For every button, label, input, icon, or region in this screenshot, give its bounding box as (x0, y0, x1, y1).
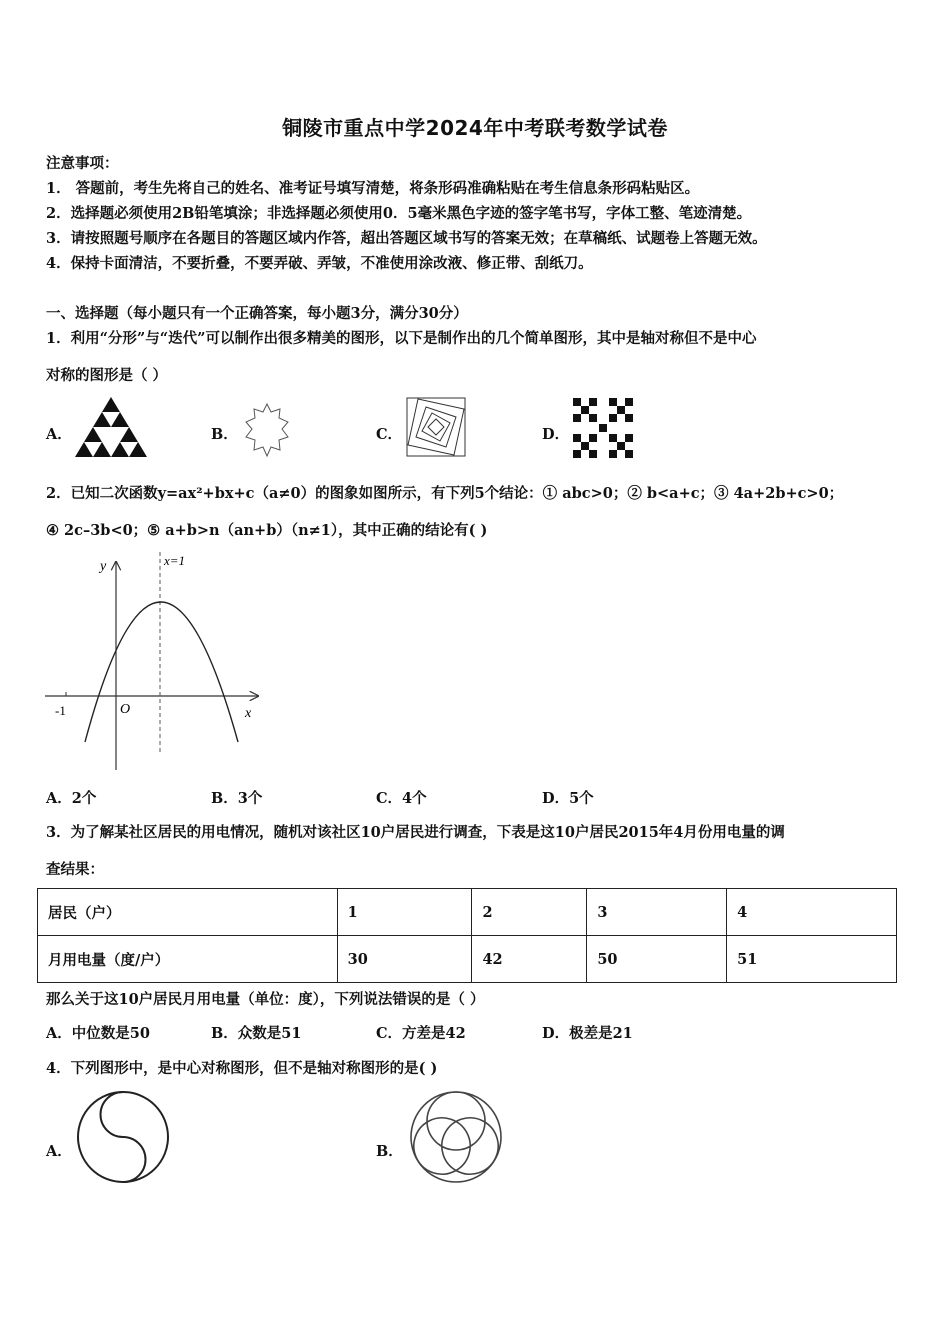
table-cell: 51 (727, 936, 897, 983)
table-cell: 4 (727, 889, 897, 936)
sierpinski-triangle-figure (74, 396, 148, 458)
nested-squares-figure (406, 397, 466, 457)
table-cell: 3 (587, 889, 727, 936)
y-axis-label: y (100, 559, 107, 574)
q2-option-c: C．4个 (376, 790, 427, 807)
q4-option-a: A． (46, 1143, 72, 1160)
question-2-text: 2．已知二次函数y=ax²+bx+c（a≠0）的图象如图所示，有下列5个结论：① abc>0；② b<a+c；③ 4a+2b+c>0； (46, 485, 844, 502)
symmetry-label: x=1 (164, 553, 186, 568)
parabola-graph (40, 550, 270, 775)
q1-option-c: C． (376, 426, 403, 443)
question-1-text: 对称的图形是（ ） (46, 367, 168, 384)
parabola-curve (85, 602, 238, 742)
yin-yang-circle-figure (74, 1088, 172, 1186)
notice-item: 4．保持卡面清洁，不要折叠，不要弄破、弄皱，不准使用涂改液、修正带、刮纸刀。 (46, 255, 593, 272)
notice-item: 1． 答题前，考生先将自己的姓名、准考证号填写清楚，将条形码准确粘贴在考生信息条形码粘贴区。 (46, 180, 700, 197)
notice-heading: 注意事项： (46, 155, 119, 172)
x-axis-label: x (245, 706, 252, 721)
origin-label: O (120, 702, 131, 717)
table-row (38, 889, 897, 936)
q1-option-d: D． (542, 426, 570, 443)
question-3-prompt: 那么关于这10户居民月用电量（单位：度），下列说法错误的是（ ） (46, 991, 485, 1008)
q3-option-b: B．众数是51 (211, 1025, 302, 1042)
table-row (38, 936, 897, 983)
table-cell: 居民（户） (38, 889, 338, 936)
q3-option-d: D．极差是21 (542, 1025, 633, 1042)
q2-option-b: B．3个 (211, 790, 263, 807)
checker-x-figure (573, 398, 633, 458)
question-1-text: 1．利用“分形”与“迭代”可以制作出很多精美的图形，以下是制作出的几个简单图形，其中是轴对称但不是中心 (46, 330, 757, 347)
question-3-text: 3．为了解某社区居民的用电情况，随机对该社区10户居民进行调查，下表是这10户居民2015年4月份用电量的调 (46, 824, 785, 841)
koch-snowflake-figure (240, 402, 294, 458)
q3-option-a: A．中位数是50 (46, 1025, 150, 1042)
table-cell: 50 (587, 936, 727, 983)
three-arcs-circle-figure (406, 1087, 506, 1187)
question-4-text: 4．下列图形中，是中心对称图形，但不是轴对称图形的是( ) (46, 1060, 438, 1077)
q2-option-d: D．5个 (542, 790, 594, 807)
tick-label: -1 (55, 703, 66, 718)
question-2-text: ④ 2c–3b<0；⑤ a+b>n（an+b）（n≠1），其中正确的结论有( ) (46, 522, 488, 539)
q4-option-b: B． (376, 1143, 403, 1160)
table-cell: 30 (337, 936, 472, 983)
table-cell: 月用电量（度/户） (38, 936, 338, 983)
electricity-table (37, 888, 897, 983)
q1-option-b: B． (211, 426, 238, 443)
q1-option-a: A． (46, 426, 72, 443)
table-cell: 1 (337, 889, 472, 936)
q2-option-a: A．2个 (46, 790, 97, 807)
table-cell: 42 (472, 936, 587, 983)
question-3-text: 查结果： (46, 861, 104, 878)
notice-item: 3．请按照题号顺序在各题目的答题区域内作答，超出答题区域书写的答案无效；在草稿纸、试题卷上答题无效。 (46, 230, 767, 247)
section-heading: 一、选择题（每小题只有一个正确答案，每小题3分，满分30分） (46, 305, 468, 322)
table-cell: 2 (472, 889, 587, 936)
notice-item: 2．选择题必须使用2B铅笔填涂；非选择题必须使用0．5毫米黑色字迹的签字笔书写，字体工整、笔迹清楚。 (46, 205, 752, 222)
q3-option-c: C．方差是42 (376, 1025, 466, 1042)
page-title: 铜陵市重点中学2024年中考联考数学试卷 (282, 116, 668, 140)
